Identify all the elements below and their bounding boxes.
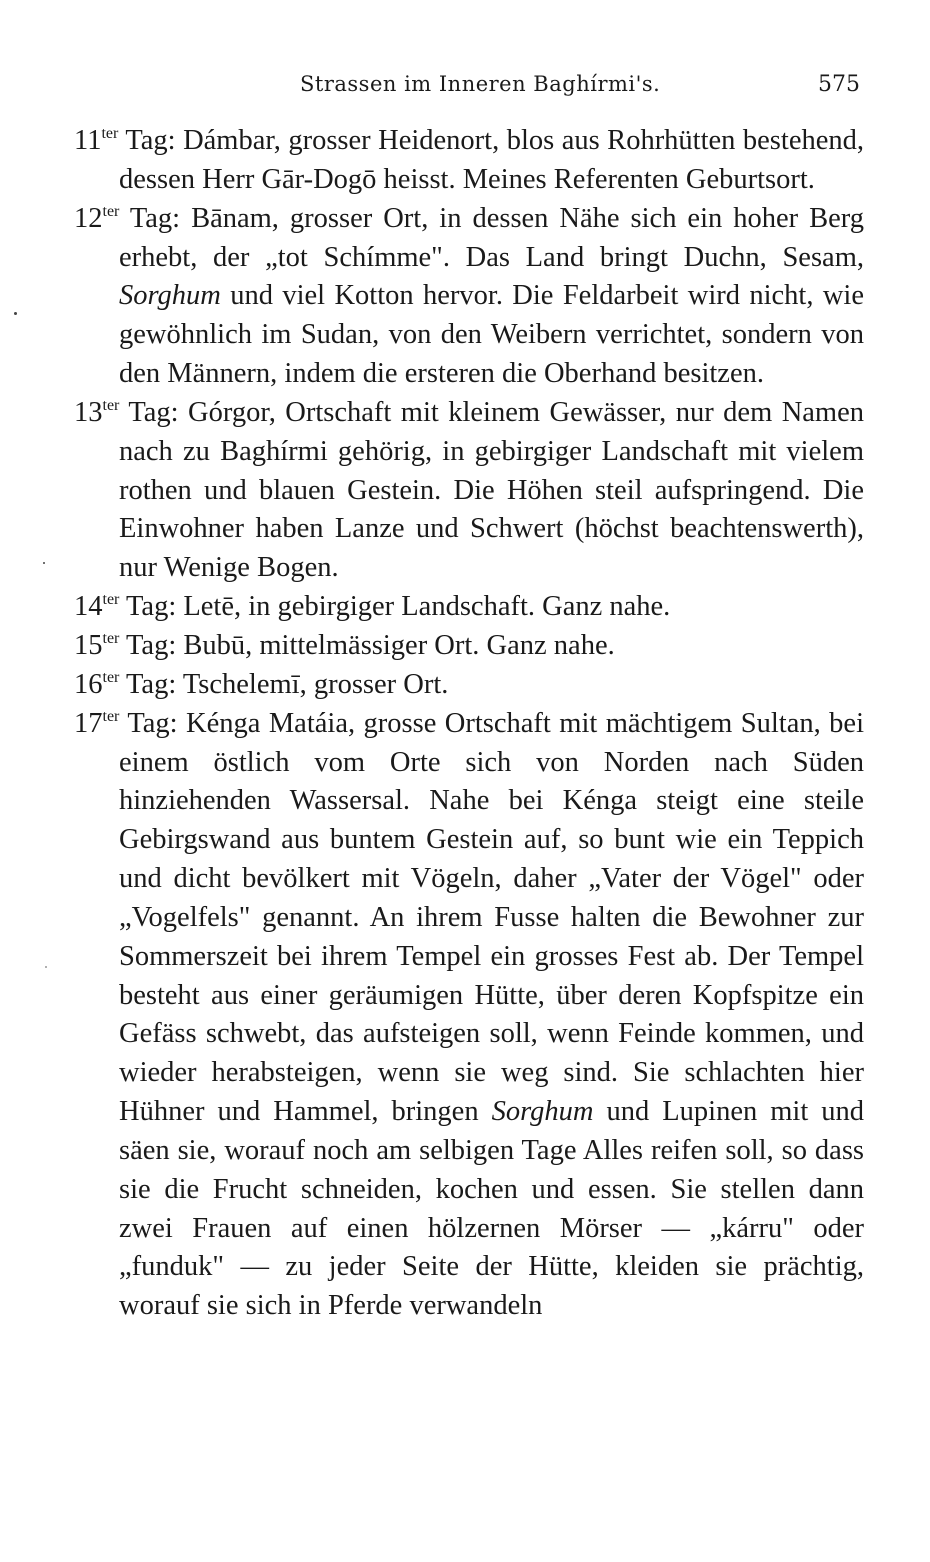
entry-text: Kénga Matáia, grosse Ortschaft mit mächtigem Sultan, bei einem östlich vom Orte sich von Norden nach Süden hinziehenden Wassersal. Nahe bei Kénga steigt eine steile Gebirgswand aus buntem Gestein auf, so bunt wie ein Teppich und dicht bevölkert mit Vögeln, daher „Vater der Vögel" oder „Vogelfels" genannt. An ihrem Fusse halten die Bewohner zur Sommerszeit bei ihrem Tempel ein grosses Fest ab. Der Tempel besteht aus einer geräumigen Hütte, über deren Kopfspitze ein Gefäss schwebt, das aufsteigen soll, wenn Feinde kommen, und wieder herabsteigen, wenn sie weg sind. Sie schlachten hier Hühner und Hammel, bringen xyxy=(119,707,865,1128)
day-label: $13^{ter}$ Tag: xyxy=(74,396,179,428)
entry-text: und Lupinen mit und säen sie, worauf noch am selbigen Tage Alles reifen soll, so dass sie die Frucht schneiden, kochen und essen. Sie stellen dann zwei Frauen auf einen hölzernen Mörser — „kárru" oder „funduk" — zu jeder Seite der Hütte, kleiden sie prächtig, worauf sie sich in Pferde verwandeln xyxy=(119,1096,864,1322)
day-entry-11 xyxy=(74,122,864,200)
entry-text-italic: Sorghum xyxy=(119,280,221,312)
running-title: Strassen im Inneren Baghírmi's. xyxy=(300,72,661,96)
entry-text: Bānam, grosser Ort, in dessen Nähe sich ein hoher Berg erhebt, der „tot Schímme". Das Land bringt Duchn, Sesam, xyxy=(119,202,864,273)
margin-speck xyxy=(45,966,47,968)
running-head xyxy=(0,72,930,106)
page-number: 575 xyxy=(818,72,860,97)
day-entry-14 xyxy=(74,588,864,627)
margin-speck xyxy=(43,562,45,564)
day-label: $12^{ter}$ Tag: xyxy=(74,202,181,234)
entry-text: Dámbar, grosser Heidenort, blos aus Rohrhütten bestehend, dessen Herr Gār-Dogō heisst. Meines Referenten Geburtsort. xyxy=(119,125,864,195)
entry-text: Letē, in gebirgiger Landschaft. Ganz nahe. xyxy=(183,591,671,623)
day-label: $14^{ter}$ Tag: xyxy=(74,591,177,623)
entry-text: Górgor, Ortschaft mit kleinem Gewässer, nur dem Namen nach zu Baghírmi gehörig, in gebirgiger Landschaft mit vielem rothen und blauen Gestein. Die Höhen steil aufspringend. Die Einwohner haben Lanze und Schwert (höchst beachtenswerth), nur Wenige Bogen. xyxy=(119,396,865,584)
entry-text-italic: Sorghum xyxy=(491,1096,594,1128)
day-entry-16 xyxy=(74,666,864,705)
day-entry-13 xyxy=(74,394,864,588)
margin-speck xyxy=(14,312,17,315)
entry-text: Tschelemī, grosser Ort. xyxy=(182,668,449,700)
day-entry-17 xyxy=(74,705,864,1327)
day-label: $15^{ter}$ Tag: xyxy=(74,629,177,661)
day-entry-15 xyxy=(74,627,864,666)
entry-text: Bubū, mittelmässiger Ort. Ganz nahe. xyxy=(183,629,615,661)
day-entry-12 xyxy=(74,200,864,394)
day-label: $16^{ter}$ Tag: xyxy=(74,668,177,700)
day-label: $11^{ter}$ Tag: xyxy=(74,125,176,156)
itinerary-text xyxy=(74,122,864,1326)
day-label: $17^{ter}$ Tag: xyxy=(74,707,178,739)
entry-text: und viel Kotton hervor. Die Feldarbeit wird nicht, wie gewöhnlich im Sudan, von den Weibern verrichtet, sondern von den Männern, indem die ersteren die Oberhand besitzen. xyxy=(119,280,864,390)
